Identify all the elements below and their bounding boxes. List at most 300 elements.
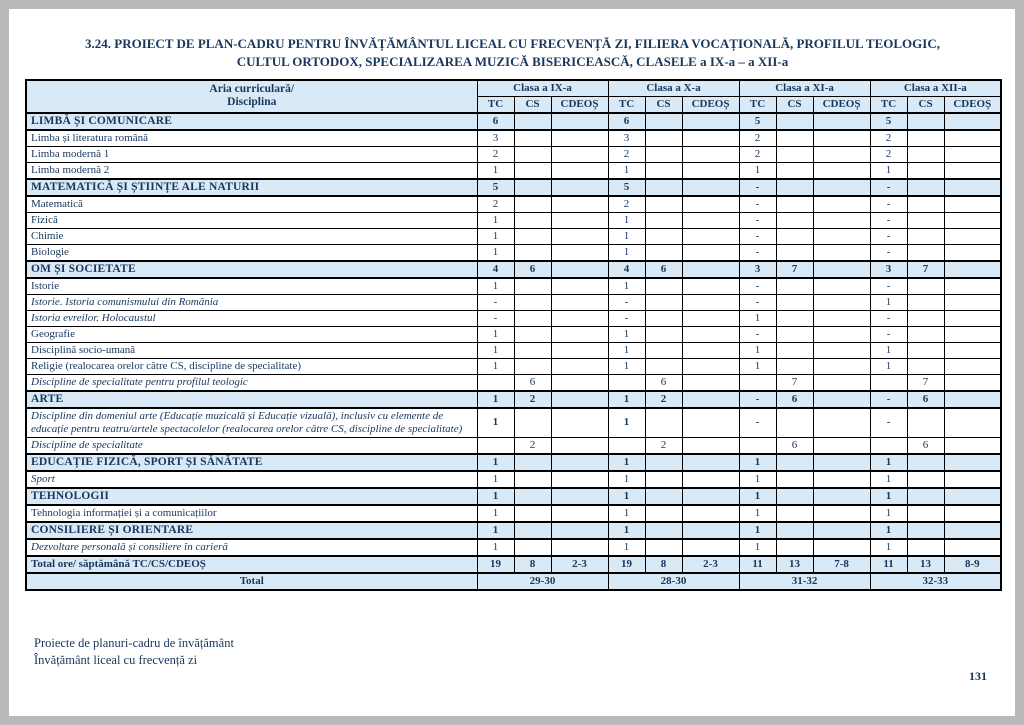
value-cell bbox=[944, 212, 1001, 228]
value-cell: 6 bbox=[514, 261, 551, 278]
value-cell bbox=[551, 228, 608, 244]
discipline-label: Total ore/ săptămână TC/CS/CDEOȘ bbox=[26, 556, 477, 573]
value-cell bbox=[776, 488, 813, 505]
value-cell bbox=[944, 294, 1001, 310]
value-cell bbox=[514, 146, 551, 162]
value-cell bbox=[776, 179, 813, 196]
discipline-label: OM ȘI SOCIETATE bbox=[26, 261, 477, 278]
value-cell bbox=[870, 437, 907, 454]
value-cell: 2 bbox=[477, 146, 514, 162]
value-cell bbox=[907, 244, 944, 261]
value-cell bbox=[551, 294, 608, 310]
value-cell bbox=[739, 374, 776, 391]
value-cell bbox=[514, 505, 551, 522]
discipline-label: Istorie bbox=[26, 278, 477, 295]
table-row bbox=[26, 505, 1001, 522]
value-cell bbox=[944, 471, 1001, 488]
value-cell bbox=[870, 374, 907, 391]
value-cell bbox=[682, 437, 739, 454]
value-cell bbox=[776, 471, 813, 488]
table-row bbox=[26, 179, 1001, 196]
value-cell: 5 bbox=[608, 179, 645, 196]
value-cell: 11 bbox=[870, 556, 907, 573]
value-cell: 4 bbox=[477, 261, 514, 278]
value-cell bbox=[813, 391, 870, 408]
value-cell bbox=[551, 505, 608, 522]
value-cell bbox=[776, 113, 813, 130]
table-row bbox=[26, 278, 1001, 295]
value-cell: 1 bbox=[477, 391, 514, 408]
value-cell: 3 bbox=[870, 261, 907, 278]
value-cell: 1 bbox=[477, 342, 514, 358]
value-cell bbox=[551, 471, 608, 488]
value-cell: - bbox=[739, 326, 776, 342]
value-cell bbox=[813, 374, 870, 391]
table-row bbox=[26, 391, 1001, 408]
value-cell bbox=[682, 326, 739, 342]
value-cell: 1 bbox=[870, 539, 907, 556]
column-header-clasa-xi: Clasa a XI-a bbox=[739, 80, 870, 97]
discipline-label: Limba modernă 1 bbox=[26, 146, 477, 162]
value-cell bbox=[645, 244, 682, 261]
table-row bbox=[26, 326, 1001, 342]
value-cell: - bbox=[870, 212, 907, 228]
value-cell: 1 bbox=[870, 454, 907, 471]
discipline-label: Discipline de specialitate pentru profilul teologic bbox=[26, 374, 477, 391]
value-cell bbox=[682, 228, 739, 244]
value-cell: 2 bbox=[739, 130, 776, 147]
discipline-label: Dezvoltare personală și consiliere în carieră bbox=[26, 539, 477, 556]
grand-total-value-ix: 29-30 bbox=[477, 573, 608, 590]
table-row bbox=[26, 539, 1001, 556]
value-cell bbox=[776, 162, 813, 179]
value-cell bbox=[813, 294, 870, 310]
value-cell: - bbox=[870, 179, 907, 196]
value-cell bbox=[514, 278, 551, 295]
value-cell bbox=[551, 488, 608, 505]
value-cell: 1 bbox=[608, 162, 645, 179]
value-cell bbox=[776, 278, 813, 295]
value-cell bbox=[682, 391, 739, 408]
subcol-tc: TC bbox=[477, 96, 514, 113]
value-cell bbox=[514, 196, 551, 213]
discipline-label: CONSILIERE ȘI ORIENTARE bbox=[26, 522, 477, 539]
value-cell bbox=[551, 437, 608, 454]
value-cell: 6 bbox=[477, 113, 514, 130]
value-cell: - bbox=[477, 294, 514, 310]
value-cell: 1 bbox=[739, 505, 776, 522]
value-cell bbox=[813, 326, 870, 342]
subcol-tc: TC bbox=[608, 96, 645, 113]
value-cell bbox=[907, 179, 944, 196]
value-cell bbox=[944, 408, 1001, 438]
value-cell: 1 bbox=[608, 228, 645, 244]
value-cell bbox=[514, 162, 551, 179]
value-cell: - bbox=[870, 228, 907, 244]
discipline-label: Religie (realocarea orelor către CS, discipline de specialitate) bbox=[26, 358, 477, 374]
value-cell bbox=[907, 130, 944, 147]
value-cell bbox=[645, 310, 682, 326]
value-cell bbox=[682, 539, 739, 556]
value-cell bbox=[645, 408, 682, 438]
value-cell bbox=[813, 146, 870, 162]
value-cell bbox=[907, 342, 944, 358]
table-row bbox=[26, 113, 1001, 130]
discipline-label: Biologie bbox=[26, 244, 477, 261]
value-cell: 2 bbox=[608, 196, 645, 213]
value-cell bbox=[813, 261, 870, 278]
value-cell bbox=[907, 162, 944, 179]
value-cell: 1 bbox=[739, 471, 776, 488]
value-cell bbox=[682, 179, 739, 196]
grand-total-value-xi: 31-32 bbox=[739, 573, 870, 590]
value-cell: 1 bbox=[477, 228, 514, 244]
value-cell: 1 bbox=[870, 471, 907, 488]
value-cell bbox=[776, 130, 813, 147]
value-cell: 1 bbox=[477, 522, 514, 539]
value-cell bbox=[645, 113, 682, 130]
value-cell: 1 bbox=[608, 358, 645, 374]
value-cell bbox=[682, 454, 739, 471]
value-cell bbox=[645, 278, 682, 295]
value-cell bbox=[776, 539, 813, 556]
value-cell bbox=[776, 244, 813, 261]
value-cell bbox=[944, 113, 1001, 130]
column-header-clasa-x: Clasa a X-a bbox=[608, 80, 739, 97]
discipline-label: Fizică bbox=[26, 212, 477, 228]
value-cell bbox=[514, 342, 551, 358]
value-cell bbox=[944, 261, 1001, 278]
value-cell: - bbox=[608, 294, 645, 310]
value-cell bbox=[813, 437, 870, 454]
subcol-cs: CS bbox=[645, 96, 682, 113]
value-cell bbox=[944, 374, 1001, 391]
value-cell: 6 bbox=[776, 391, 813, 408]
table-row bbox=[26, 244, 1001, 261]
value-cell: 3 bbox=[608, 130, 645, 147]
value-cell bbox=[776, 408, 813, 438]
value-cell: 7-8 bbox=[813, 556, 870, 573]
value-cell: 1 bbox=[739, 488, 776, 505]
discipline-label: Geografie bbox=[26, 326, 477, 342]
value-cell: 1 bbox=[870, 162, 907, 179]
value-cell: 1 bbox=[477, 408, 514, 438]
value-cell bbox=[907, 539, 944, 556]
value-cell bbox=[645, 130, 682, 147]
value-cell: 1 bbox=[608, 408, 645, 438]
value-cell: 8-9 bbox=[944, 556, 1001, 573]
value-cell bbox=[551, 454, 608, 471]
plan-table bbox=[25, 79, 1002, 591]
subcol-tc: TC bbox=[739, 96, 776, 113]
value-cell bbox=[514, 454, 551, 471]
value-cell bbox=[776, 505, 813, 522]
discipline-label: Limba și literatura română bbox=[26, 130, 477, 147]
table-row bbox=[26, 374, 1001, 391]
value-cell bbox=[907, 326, 944, 342]
value-cell bbox=[645, 146, 682, 162]
value-cell: 1 bbox=[477, 278, 514, 295]
value-cell: 8 bbox=[645, 556, 682, 573]
value-cell: 1 bbox=[870, 358, 907, 374]
value-cell bbox=[514, 408, 551, 438]
value-cell bbox=[682, 358, 739, 374]
value-cell bbox=[813, 278, 870, 295]
value-cell bbox=[645, 212, 682, 228]
value-cell bbox=[944, 539, 1001, 556]
value-cell bbox=[813, 505, 870, 522]
value-cell: 1 bbox=[870, 505, 907, 522]
value-cell bbox=[907, 212, 944, 228]
value-cell: 1 bbox=[739, 342, 776, 358]
value-cell: - bbox=[739, 228, 776, 244]
value-cell: 1 bbox=[608, 471, 645, 488]
discipline-label: Sport bbox=[26, 471, 477, 488]
value-cell: 6 bbox=[907, 391, 944, 408]
value-cell bbox=[907, 196, 944, 213]
value-cell bbox=[514, 326, 551, 342]
value-cell bbox=[907, 471, 944, 488]
value-cell bbox=[813, 539, 870, 556]
discipline-label: EDUCAȚIE FIZICĂ, SPORT ȘI SĂNĂTATE bbox=[26, 454, 477, 471]
discipline-label: Discipline din domeniul arte (Educație muzicală și Educație vizuală), inclusiv cu elemente de educație pentru teatru/artele spectacolelor (realocarea orelor către CS, discipline de specialitate) bbox=[26, 408, 477, 438]
value-cell: 2 bbox=[870, 146, 907, 162]
value-cell: 19 bbox=[477, 556, 514, 573]
value-cell bbox=[645, 539, 682, 556]
value-cell bbox=[645, 294, 682, 310]
discipline-label: ARTE bbox=[26, 391, 477, 408]
value-cell bbox=[551, 244, 608, 261]
grand-total-label: Total bbox=[26, 573, 477, 590]
value-cell: 5 bbox=[870, 113, 907, 130]
value-cell bbox=[944, 342, 1001, 358]
value-cell bbox=[551, 162, 608, 179]
value-cell bbox=[944, 196, 1001, 213]
value-cell: 1 bbox=[608, 342, 645, 358]
value-cell: 1 bbox=[739, 454, 776, 471]
value-cell bbox=[645, 454, 682, 471]
value-cell bbox=[944, 162, 1001, 179]
value-cell bbox=[944, 310, 1001, 326]
value-cell bbox=[776, 212, 813, 228]
value-cell bbox=[514, 358, 551, 374]
value-cell bbox=[776, 522, 813, 539]
table-row bbox=[26, 358, 1001, 374]
value-cell bbox=[514, 310, 551, 326]
subcol-cdeos: CDEOȘ bbox=[682, 96, 739, 113]
value-cell: 4 bbox=[608, 261, 645, 278]
value-cell: 8 bbox=[514, 556, 551, 573]
value-cell bbox=[682, 278, 739, 295]
value-cell: - bbox=[608, 310, 645, 326]
page-title bbox=[25, 35, 1000, 72]
value-cell bbox=[514, 130, 551, 147]
value-cell: - bbox=[870, 196, 907, 213]
value-cell bbox=[551, 196, 608, 213]
value-cell bbox=[813, 522, 870, 539]
value-cell bbox=[682, 130, 739, 147]
value-cell bbox=[944, 179, 1001, 196]
value-cell bbox=[645, 196, 682, 213]
column-header-clasa-xii: Clasa a XII-a bbox=[870, 80, 1001, 97]
value-cell: 6 bbox=[608, 113, 645, 130]
value-cell bbox=[944, 437, 1001, 454]
value-cell bbox=[907, 358, 944, 374]
value-cell bbox=[645, 522, 682, 539]
value-cell bbox=[813, 162, 870, 179]
value-cell bbox=[813, 228, 870, 244]
value-cell bbox=[514, 113, 551, 130]
value-cell bbox=[551, 326, 608, 342]
value-cell: 2 bbox=[870, 130, 907, 147]
value-cell: 2 bbox=[739, 146, 776, 162]
table-row bbox=[26, 488, 1001, 505]
title-line-2: CULTUL ORTODOX, SPECIALIZAREA MUZICĂ BISERICEASCĂ, CLASELE a IX-a – a XII-a bbox=[236, 54, 789, 70]
value-cell: 1 bbox=[477, 471, 514, 488]
value-cell: 6 bbox=[776, 437, 813, 454]
table-body bbox=[26, 113, 1001, 573]
value-cell bbox=[944, 488, 1001, 505]
discipline-label: Disciplină socio-umană bbox=[26, 342, 477, 358]
value-cell bbox=[645, 505, 682, 522]
table-row bbox=[26, 310, 1001, 326]
value-cell bbox=[645, 488, 682, 505]
value-cell bbox=[776, 228, 813, 244]
value-cell: 1 bbox=[608, 326, 645, 342]
subcol-cdeos: CDEOȘ bbox=[551, 96, 608, 113]
value-cell bbox=[551, 261, 608, 278]
value-cell bbox=[739, 437, 776, 454]
value-cell bbox=[645, 471, 682, 488]
table-row bbox=[26, 196, 1001, 213]
table-header-row bbox=[26, 80, 1001, 97]
value-cell bbox=[813, 358, 870, 374]
value-cell bbox=[608, 374, 645, 391]
value-cell bbox=[645, 358, 682, 374]
subcol-cdeos: CDEOȘ bbox=[944, 96, 1001, 113]
value-cell: 1 bbox=[477, 454, 514, 471]
value-cell bbox=[682, 505, 739, 522]
column-header-disciplina bbox=[26, 80, 477, 113]
grand-total-value-xii: 32-33 bbox=[870, 573, 1001, 590]
value-cell bbox=[776, 146, 813, 162]
value-cell bbox=[907, 278, 944, 295]
value-cell bbox=[514, 294, 551, 310]
value-cell: 1 bbox=[739, 522, 776, 539]
value-cell: - bbox=[870, 391, 907, 408]
value-cell: - bbox=[477, 310, 514, 326]
header-disciplina: Disciplina bbox=[227, 96, 277, 109]
value-cell bbox=[813, 342, 870, 358]
value-cell bbox=[645, 179, 682, 196]
value-cell: 1 bbox=[608, 539, 645, 556]
value-cell: 13 bbox=[776, 556, 813, 573]
value-cell: - bbox=[739, 244, 776, 261]
value-cell bbox=[813, 130, 870, 147]
value-cell bbox=[944, 505, 1001, 522]
value-cell bbox=[907, 522, 944, 539]
table-row bbox=[26, 454, 1001, 471]
footer-line-1: Proiecte de planuri-cadru de învățământ bbox=[34, 636, 234, 650]
table-row bbox=[26, 294, 1001, 310]
value-cell bbox=[514, 471, 551, 488]
value-cell: 7 bbox=[776, 261, 813, 278]
value-cell: - bbox=[870, 278, 907, 295]
value-cell: 6 bbox=[907, 437, 944, 454]
column-header-clasa-ix: Clasa a IX-a bbox=[477, 80, 608, 97]
value-cell bbox=[645, 326, 682, 342]
value-cell: 1 bbox=[608, 505, 645, 522]
value-cell bbox=[907, 488, 944, 505]
value-cell: 6 bbox=[645, 374, 682, 391]
value-cell: 19 bbox=[608, 556, 645, 573]
discipline-label: Tehnologia informației și a comunicațiilor bbox=[26, 505, 477, 522]
value-cell: 1 bbox=[477, 212, 514, 228]
value-cell bbox=[682, 488, 739, 505]
value-cell: 5 bbox=[739, 113, 776, 130]
document-page bbox=[9, 9, 1015, 716]
subcol-cs: CS bbox=[907, 96, 944, 113]
value-cell: 7 bbox=[907, 261, 944, 278]
table-row bbox=[26, 228, 1001, 244]
value-cell bbox=[813, 212, 870, 228]
value-cell: 1 bbox=[477, 358, 514, 374]
value-cell: 1 bbox=[477, 162, 514, 179]
value-cell bbox=[776, 454, 813, 471]
value-cell bbox=[477, 374, 514, 391]
value-cell bbox=[813, 196, 870, 213]
value-cell bbox=[551, 146, 608, 162]
value-cell bbox=[944, 146, 1001, 162]
value-cell bbox=[551, 408, 608, 438]
value-cell: - bbox=[739, 196, 776, 213]
table-row bbox=[26, 522, 1001, 539]
value-cell bbox=[944, 522, 1001, 539]
footer bbox=[34, 635, 234, 669]
value-cell: 2 bbox=[645, 391, 682, 408]
table-row bbox=[26, 437, 1001, 454]
subcol-cs: CS bbox=[514, 96, 551, 113]
value-cell bbox=[907, 408, 944, 438]
value-cell bbox=[682, 408, 739, 438]
header-aria-curriculara: Aria curriculară/ bbox=[209, 83, 295, 96]
value-cell: 1 bbox=[608, 522, 645, 539]
value-cell: 1 bbox=[477, 539, 514, 556]
discipline-label: Limba modernă 2 bbox=[26, 162, 477, 179]
table-row bbox=[26, 212, 1001, 228]
value-cell bbox=[907, 228, 944, 244]
value-cell: 1 bbox=[870, 342, 907, 358]
page-number: 131 bbox=[969, 669, 987, 683]
value-cell bbox=[551, 113, 608, 130]
value-cell: 3 bbox=[739, 261, 776, 278]
value-cell: - bbox=[739, 391, 776, 408]
value-cell bbox=[682, 244, 739, 261]
discipline-label: Istoria evreilor. Holocaustul bbox=[26, 310, 477, 326]
grand-total-row bbox=[26, 573, 1001, 590]
value-cell bbox=[776, 310, 813, 326]
value-cell bbox=[776, 326, 813, 342]
value-cell: 2 bbox=[608, 146, 645, 162]
value-cell bbox=[682, 146, 739, 162]
table-row bbox=[26, 556, 1001, 573]
value-cell: 2 bbox=[645, 437, 682, 454]
footer-line-2: Învățământ liceal cu frecvență zi bbox=[34, 652, 198, 667]
value-cell bbox=[551, 310, 608, 326]
value-cell: 2 bbox=[477, 196, 514, 213]
value-cell bbox=[514, 539, 551, 556]
value-cell bbox=[907, 505, 944, 522]
